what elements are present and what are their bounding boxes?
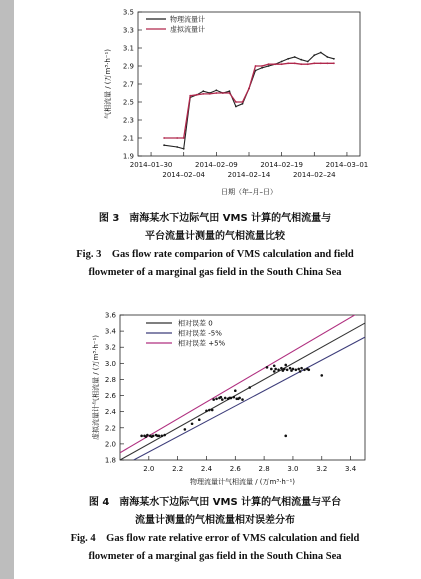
fig3-series-1-point — [176, 146, 178, 148]
fig4-y-tick-label: 2.0 — [104, 440, 116, 449]
fig4-y-tick-label: 3.0 — [104, 359, 116, 368]
fig4-y-axis-label: 虚拟流量计气相流量 / (万m³·h⁻¹) — [92, 334, 100, 441]
fig3-series-line-2 — [164, 63, 334, 138]
fig3-x-axis-label: 日期（年–月–日） — [221, 188, 277, 196]
fig3-y-tick-label: 1.9 — [122, 152, 134, 161]
fig4-scatter-point — [307, 368, 310, 371]
fig4-scatter-point — [320, 374, 323, 377]
fig4-scatter-point — [163, 434, 166, 437]
fig3-series-1-point — [307, 61, 309, 63]
fig3-legend-label-1: 物理流量计 — [170, 15, 205, 24]
fig3-series-2-point — [235, 101, 237, 103]
fig3-series-1-point — [300, 59, 302, 61]
fig3-x-tick-label: 2014–01–30 — [129, 161, 173, 169]
fig4-x-tick-label: 3.4 — [345, 465, 357, 473]
fig4-x-tick-label: 3.0 — [287, 465, 299, 473]
fig3-series-1-point — [261, 67, 263, 69]
fig4-scatter-point — [284, 364, 287, 367]
fig4-scatter-point — [284, 435, 287, 438]
fig4-scatter-point — [184, 428, 187, 431]
figure-3-caption-en-line2: flowmeter of a marginal gas field in the South China Sea — [88, 267, 342, 278]
fig3-legend-label-2: 虚拟流量计 — [170, 25, 205, 34]
fig4-scatter-point — [274, 368, 277, 371]
fig4-scatter-point — [220, 396, 223, 399]
fig4-scatter-point — [290, 369, 293, 372]
fig4-x-axis-label: 物理流量计气相流量 / (万m³·h⁻¹) — [189, 478, 296, 486]
fig3-y-tick-label: 2.9 — [122, 62, 134, 71]
fig4-reference-line-2 — [120, 337, 365, 467]
fig3-y-tick-label: 2.1 — [122, 134, 134, 143]
fig4-scatter-point — [228, 397, 231, 400]
fig4-scatter-point — [297, 368, 300, 371]
figure-3-caption-cn-line1: 图 3 南海某水下边际气田 VMS 计算的气相流量与 — [98, 213, 332, 224]
fig4-y-tick-label: 2.6 — [104, 392, 116, 401]
fig3-series-1-point — [202, 90, 204, 92]
fig3-series-1-point — [163, 144, 165, 146]
fig3-series-1-point — [294, 56, 296, 58]
fig4-scatter-point — [208, 409, 211, 412]
fig3-series-2-point — [183, 137, 185, 139]
fig4-scatter-point — [241, 398, 244, 401]
fig3-series-2-point — [209, 93, 211, 95]
fig3-series-2-point — [320, 62, 322, 64]
fig3-y-tick-label: 3.3 — [122, 26, 134, 35]
fig3-series-2-point — [313, 62, 315, 64]
figure-4-caption-en-line1: Fig. 4 Gas flow rate relative error of VMS calculation and field — [70, 533, 360, 544]
fig4-scatter-point — [248, 386, 251, 389]
figure-4-caption-cn-line1: 图 4 南海某水下边际气田 VMS 计算的气相流量与平台 — [88, 497, 342, 508]
fig4-scatter-point — [198, 418, 201, 421]
fig3-y-tick-label: 2.3 — [122, 116, 134, 125]
fig3-series-2-point — [215, 92, 217, 94]
figure-3-caption-en-line1: Fig. 3 Gas flow rate comparion of VMS calculation and field — [76, 249, 354, 260]
fig3-series-1-point — [333, 58, 335, 60]
fig4-scatter-point — [160, 435, 163, 438]
fig3-series-2-point — [202, 93, 204, 95]
fig3-series-2-point — [255, 65, 257, 67]
figure-4-caption — [20, 494, 410, 566]
fig4-scatter-point — [156, 435, 159, 438]
fig3-series-2-point — [294, 62, 296, 64]
fig3-series-1-point — [268, 65, 270, 67]
fig3-series-2-point — [189, 95, 191, 97]
fig4-scatter-point — [270, 368, 273, 371]
fig3-series-1-point — [215, 89, 217, 91]
fig4-scatter-point — [234, 389, 237, 392]
fig3-series-2-point — [176, 137, 178, 139]
fig4-scatter-point — [191, 422, 194, 425]
fig3-series-2-point — [281, 63, 283, 65]
fig3-series-2-point — [242, 101, 244, 103]
fig3-series-2-point — [274, 63, 276, 65]
fig3-series-1-point — [229, 90, 231, 92]
fig4-scatter-point — [150, 435, 153, 438]
fig4-scatter-point — [212, 398, 215, 401]
fig3-series-1-point — [287, 58, 289, 60]
fig4-scatter-point — [145, 435, 148, 438]
fig3-x-tick-label: 2014–02–19 — [260, 161, 303, 169]
fig4-legend-label-3: 相对误差 +5% — [178, 339, 226, 348]
fig4-scatter-point — [300, 367, 303, 370]
fig3-x-tick-label: 2014–02–04 — [162, 171, 206, 179]
fig3-series-2-point — [261, 65, 263, 67]
fig3-y-tick-label: 3.5 — [122, 8, 134, 17]
fig4-legend-label-1: 相对误差 0 — [178, 319, 213, 328]
fig4-scatter-point — [224, 397, 227, 400]
fig3-series-1-point — [235, 106, 237, 108]
figure-3-caption-cn-line2: 平台流量计测量的气相流量比较 — [145, 231, 285, 242]
fig3-series-2-point — [268, 63, 270, 65]
fig4-scatter-point — [221, 398, 224, 401]
figure-4-caption-en-line2: flowmeter of a marginal gas field in the South China Sea — [88, 551, 342, 562]
fig4-scatter-point — [233, 396, 236, 399]
fig3-series-1-point — [183, 148, 185, 150]
fig4-scatter-point — [237, 397, 240, 400]
fig4-x-tick-label: 3.2 — [316, 465, 328, 473]
fig4-legend-label-2: 相对误差 -5% — [178, 329, 222, 338]
fig3-plot-frame — [138, 12, 360, 156]
fig4-x-tick-label: 2.4 — [200, 465, 213, 473]
fig4-scatter-point — [140, 435, 143, 438]
fig3-y-tick-label: 2.7 — [122, 80, 134, 89]
fig3-x-tick-label: 2014–02–14 — [227, 171, 271, 179]
fig4-y-tick-label: 3.2 — [104, 343, 116, 352]
fig4-y-tick-label: 2.4 — [104, 408, 116, 417]
fig3-series-2-point — [248, 88, 250, 90]
fig3-series-2-point — [333, 62, 335, 64]
fig4-scatter-point — [303, 368, 306, 371]
fig4-scatter-point — [280, 367, 283, 370]
fig4-x-tick-label: 2.8 — [258, 465, 270, 473]
fig3-x-tick-label: 2014–02–24 — [292, 171, 336, 179]
fig3-series-2-point — [229, 92, 231, 94]
fig4-x-tick-label: 2.2 — [172, 465, 184, 473]
fig3-series-1-point — [242, 103, 244, 105]
fig4-y-tick-label: 2.8 — [104, 375, 116, 384]
fig3-series-2-point — [196, 94, 198, 96]
fig4-y-tick-label: 1.8 — [104, 456, 116, 465]
fig4-reference-line-3 — [120, 309, 365, 453]
fig4-plot-frame — [120, 315, 365, 460]
fig3-y-tick-label: 2.5 — [122, 98, 134, 107]
fig3-series-1-point — [320, 52, 322, 54]
fig4-scatter-point — [277, 368, 280, 371]
fig3-series-2-point — [163, 137, 165, 139]
fig3-x-tick-label: 2014–03–01 — [325, 161, 369, 169]
fig3-x-tick-label: 2014–02–09 — [195, 161, 238, 169]
fig4-scatter-point — [266, 366, 269, 369]
fig3-series-2-point — [287, 62, 289, 64]
fig4-y-tick-label: 2.2 — [104, 424, 116, 433]
fig4-scatter-point — [295, 368, 298, 371]
fig3-y-axis-label: 气相流量 / (万m³·h⁻¹) — [104, 48, 112, 120]
fig3-series-1-point — [281, 61, 283, 63]
fig4-scatter-point — [211, 409, 214, 412]
fig3-series-1-point — [326, 56, 328, 58]
fig3-y-tick-label: 3.1 — [122, 44, 134, 53]
fig4-scatter-point — [215, 397, 218, 400]
fig4-x-tick-label: 2.0 — [143, 465, 155, 473]
fig4-scatter-point — [205, 410, 208, 413]
fig3-series-1-point — [313, 54, 315, 56]
fig4-scatter-point — [282, 369, 285, 372]
fig3-series-2-point — [300, 63, 302, 65]
fig4-scatter-point — [289, 367, 292, 370]
fig4-scatter-point — [273, 370, 276, 373]
figure-3-caption — [20, 210, 410, 282]
fig4-x-tick-label: 2.6 — [229, 465, 241, 473]
fig4-scatter-point — [273, 364, 276, 367]
fig3-series-2-point — [222, 92, 224, 94]
fig3-series-2-point — [326, 62, 328, 64]
fig4-scatter-point — [286, 368, 289, 371]
fig3-series-2-point — [307, 63, 309, 65]
fig4-scatter-point — [299, 370, 302, 373]
fig4-y-tick-label: 3.6 — [104, 311, 116, 320]
fig4-y-tick-label: 3.4 — [104, 327, 116, 336]
figure-4-caption-cn-line2: 流量计测量的气相流量相对误差分布 — [135, 515, 295, 526]
